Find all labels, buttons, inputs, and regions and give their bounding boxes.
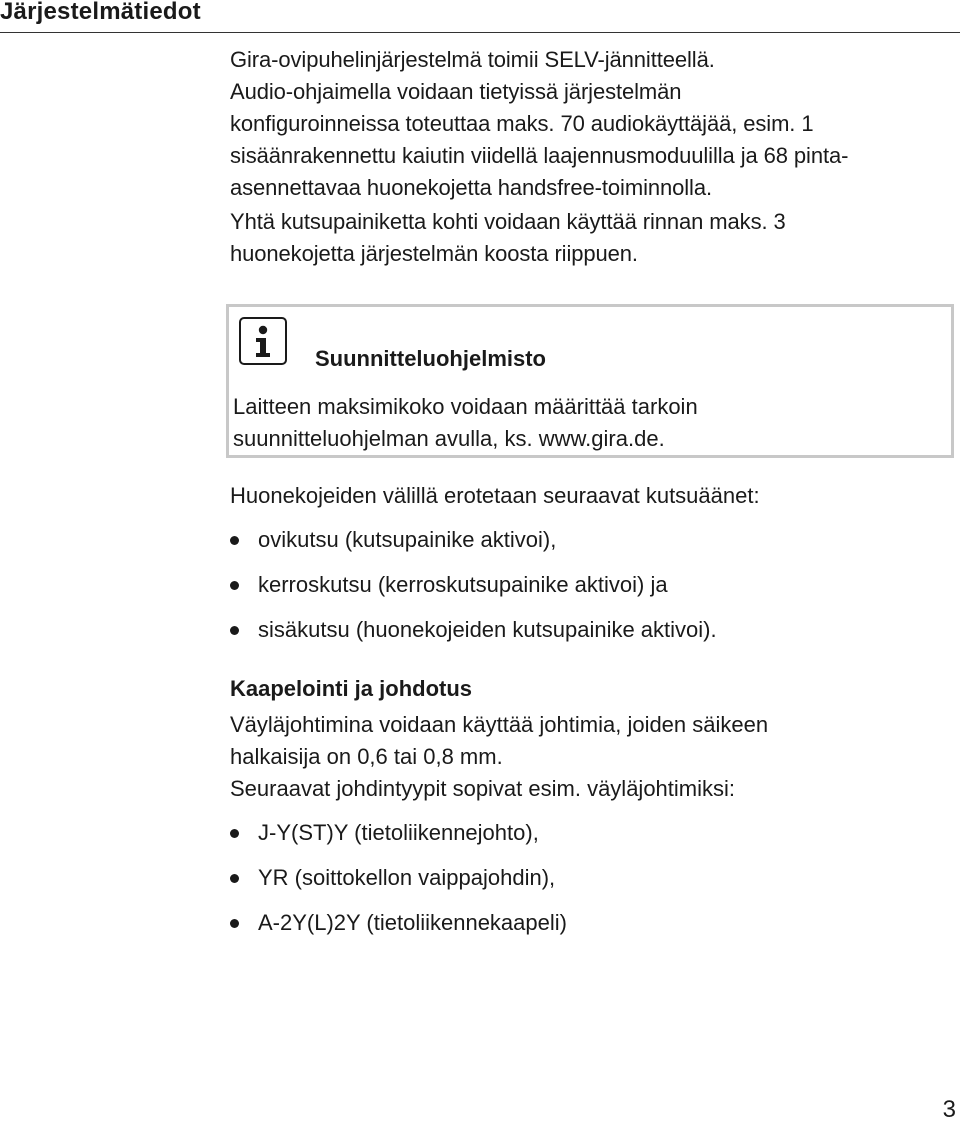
intro-line: asennettavaa huonekojetta handsfree-toiminnolla.: [230, 175, 712, 200]
bullet-icon: [230, 536, 239, 545]
call-signals-intro: Huonekojeiden välillä erotetaan seuraavat kutsuäänet:: [230, 483, 760, 508]
list-item: [230, 862, 950, 894]
intro-line: Gira-ovipuhelinjärjestelmä toimii SELV-jännitteellä.: [230, 47, 715, 72]
list-item: [230, 614, 950, 646]
list-item-text: kerroskutsu (kerroskutsupainike aktivoi) ja: [258, 572, 668, 597]
bullet-icon: [230, 626, 239, 635]
page-number: 3: [942, 1096, 956, 1123]
info-box-title: Suunnitteluohjelmisto: [315, 346, 546, 371]
intro-line: Audio-ohjaimella voidaan tietyissä järjestelmän: [230, 79, 682, 104]
cabling-line: halkaisija on 0,6 tai 0,8 mm.: [230, 744, 503, 769]
cabling-heading: Kaapelointi ja johdotus: [230, 676, 473, 701]
list-item-text: A-2Y(L)2Y (tietoliikennekaapeli): [258, 910, 567, 935]
intro-line: huonekojetta järjestelmän koosta riippuen.: [230, 241, 638, 266]
bullet-icon: [230, 874, 239, 883]
intro-line: konfiguroinneissa toteuttaa maks. 70 audiokäyttäjää, esim. 1: [230, 111, 814, 136]
page-header: [0, 0, 960, 33]
info-box-line: Laitteen maksimikoko voidaan määrittää tarkoin: [233, 394, 698, 419]
info-box-body: [233, 391, 933, 455]
intro-section: [230, 44, 950, 270]
list-item: [230, 569, 950, 601]
list-item-text: YR (soittokellon vaippajohdin),: [258, 865, 556, 890]
intro-line: sisäänrakennettu kaiutin viidellä laajennusmoduulilla ja 68 pinta-: [230, 143, 849, 168]
list-item-text: sisäkutsu (huonekojeiden kutsupainike aktivoi).: [258, 617, 717, 642]
list-item: [230, 524, 950, 556]
cabling-line: Seuraavat johdintyypit sopivat esim. väyläjohtimiksi:: [230, 776, 736, 801]
info-box-line: suunnitteluohjelman avulla, ks. www.gira.de.: [233, 426, 665, 451]
list-item: [230, 817, 950, 849]
info-box: [226, 304, 954, 458]
info-icon: [239, 317, 287, 365]
bullet-icon: [230, 581, 239, 590]
list-item-text: J-Y(ST)Y (tietoliikennejohto),: [258, 820, 539, 845]
cable-types-list: [230, 817, 950, 939]
cabling-section: [230, 673, 950, 939]
intro-line: Yhtä kutsupainiketta kohti voidaan käyttää rinnan maks. 3: [230, 209, 786, 234]
list-item-text: ovikutsu (kutsupainike aktivoi),: [258, 527, 557, 552]
bullet-icon: [230, 829, 239, 838]
call-signals-section: [230, 480, 950, 646]
call-signals-list: [230, 524, 950, 646]
list-item: [230, 907, 950, 939]
cabling-line: Väyläjohtimina voidaan käyttää johtimia, joiden säikeen: [230, 712, 769, 737]
page-title: Järjestelmätiedot: [0, 0, 201, 25]
bullet-icon: [230, 919, 239, 928]
